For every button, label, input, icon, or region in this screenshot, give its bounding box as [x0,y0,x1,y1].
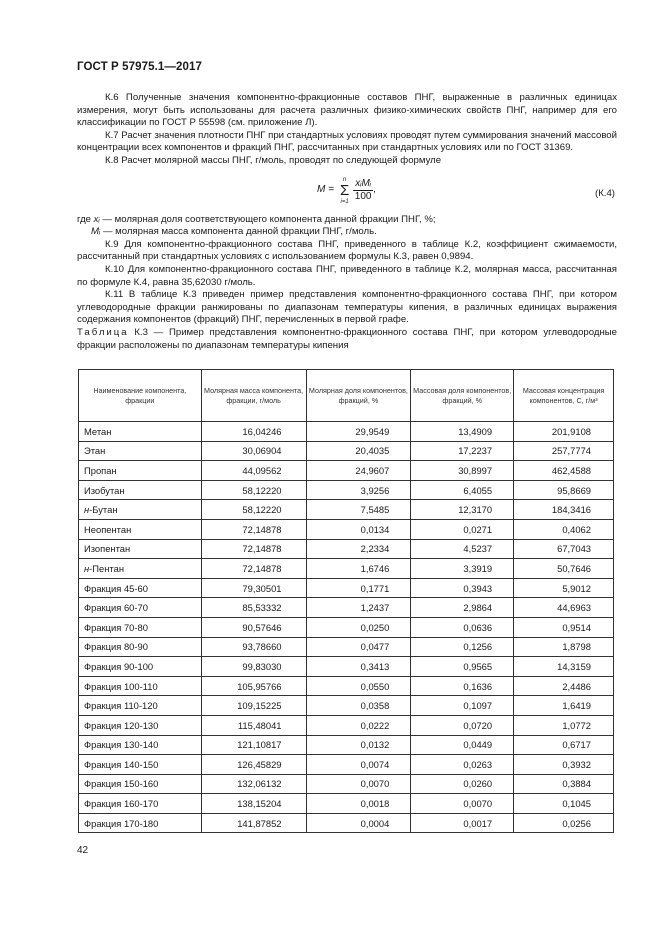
cell-mass-concentration: 0,3932 [514,755,614,775]
table-row [79,774,614,794]
formula-tail: , [373,184,376,196]
paragraph-k8: К.8 Расчет молярной массы ПНГ, г/моль, проводят по следующей формуле [105,154,442,166]
cell-mass-concentration: 462,4588 [514,461,614,481]
where-line-1 [77,214,617,227]
cell-mass-concentration: 1,8798 [514,637,614,657]
table-row [79,598,614,618]
cell-mass-fraction: 0,0271 [411,519,514,539]
standard-title: ГОСТ Р 57975.1—2017 [77,61,202,73]
cell-mass-fraction: 0,3943 [411,578,514,598]
table-row [79,539,614,559]
cell-mass-fraction: 0,0720 [411,715,514,735]
table-row [79,676,614,696]
cell-molar-mass: 85,53332 [201,598,306,618]
table-row [79,422,614,442]
cell-mass-fraction: 13,4909 [411,422,514,442]
cell-mass-fraction: 0,0070 [411,794,514,814]
where-prefix: где [77,213,94,225]
formula-k4 [77,174,617,210]
cell-molar-fraction: 0,0070 [306,774,411,794]
cell-molar-fraction: 3,9256 [306,480,411,500]
cell-mass-concentration: 5,9012 [514,578,614,598]
cell-mass-fraction: 0,0260 [411,774,514,794]
cell-molar-fraction: 0,0222 [306,715,411,735]
cell-molar-mass: 79,30501 [201,578,306,598]
composition-table [78,369,614,833]
cell-molar-mass: 58,12220 [201,500,306,520]
header-name: Наименование компонента, фракции [79,370,202,422]
cell-mass-concentration: 1,6419 [514,696,614,716]
table-row [79,519,614,539]
cell-name: Фракция 45-60 [79,578,202,598]
cell-mass-fraction: 0,1256 [411,637,514,657]
cell-mass-concentration: 44,6963 [514,598,614,618]
body-text [77,92,617,352]
cell-name: Фракция 160-170 [79,794,202,814]
cell-molar-fraction: 7,5485 [306,500,411,520]
cell-mass-fraction: 12,3170 [411,500,514,520]
cell-molar-mass: 72,14878 [201,539,306,559]
cell-mass-fraction: 0,0449 [411,735,514,755]
cell-molar-mass: 126,45829 [201,755,306,775]
cell-mass-concentration: 67,7043 [514,539,614,559]
cell-name: Фракция 130-140 [79,735,202,755]
cell-molar-mass: 105,95766 [201,676,306,696]
cell-mass-fraction: 30,8997 [411,461,514,481]
cell-molar-mass: 58,12220 [201,480,306,500]
cell-mass-concentration: 0,1045 [514,794,614,814]
cell-mass-concentration: 14,3159 [514,657,614,677]
table-row [79,813,614,833]
table-header-row [79,370,614,422]
header-molar-fraction: Молярная доля компонентов, фракций, % [306,370,411,422]
paragraph-k9: К.9 Для компонентно-фракционного состава ПНГ, приведенного в таблице К.2, коэффициент сжимаемости, рассчитанный при стандартных условиях с использованием формулы К.3, равен 0,9894. [77,238,617,263]
cell-name: н-Пентан [79,559,202,579]
cell-mass-concentration: 0,4062 [514,519,614,539]
paragraph-k10: К.10 Для компонентно-фракционного состава ПНГ, приведенного в таблице К.2, молярная масса, рассчитанная по формуле К.4, равна 35,62030 г/моль. [77,263,617,288]
where-var-m: Mᵢ [91,226,101,238]
cell-name: Фракция 100-110 [79,676,202,696]
cell-name: Изопентан [79,539,202,559]
fraction-denominator: 100 [354,191,372,203]
header-mass-fraction: Массовая доля компонентов, фракций, % [411,370,514,422]
table-row [79,794,614,814]
cell-molar-fraction: 1,6746 [306,559,411,579]
cell-molar-fraction: 0,3413 [306,657,411,677]
fraction-numerator: xᵢMᵢ [355,178,372,190]
table-row [79,559,614,579]
sum-upper-limit: n [342,176,347,183]
table-caption [77,327,617,352]
cell-molar-fraction: 0,0018 [306,794,411,814]
cell-molar-mass: 141,87852 [201,813,306,833]
cell-mass-fraction: 4,5237 [411,539,514,559]
table-row [79,735,614,755]
cell-molar-fraction: 0,0132 [306,735,411,755]
cell-molar-fraction: 0,0250 [306,617,411,637]
cell-molar-mass: 93,78660 [201,637,306,657]
sigma-symbol: Σ [339,181,350,199]
table-caption-text: К.3 — Пример представления компонентно-фракционного состава ПНГ, при котором углеводородные фракции расположены по диапазонам температуры кипения [77,326,617,351]
cell-molar-mass: 90,57646 [201,617,306,637]
cell-molar-mass: 30,06904 [201,441,306,461]
paragraph-k11: К.11 В таблице К.3 приведен пример представления компонентно-фракционного состава ПНГ, при котором углеводородные фракции ранжированы по диапазонам температуры кипения, в различных единицах выражения содержания компонентов (фракций) ПНГ, перечисленных в первой графе. [77,289,617,326]
formula-lhs: M = [317,184,334,196]
cell-molar-fraction: 0,1771 [306,578,411,598]
cell-molar-mass: 72,14878 [201,559,306,579]
cell-name: Фракция 120-130 [79,715,202,735]
cell-molar-mass: 99,83030 [201,657,306,677]
formula-expression [317,176,376,206]
cell-molar-fraction: 0,0074 [306,755,411,775]
cell-molar-fraction: 0,0358 [306,696,411,716]
cell-molar-mass: 138,15204 [201,794,306,814]
where-text-m: — молярная масса компонента данной фракции ПНГ, г/моль. [100,226,377,238]
cell-molar-mass: 121,10817 [201,735,306,755]
cell-name: Этан [79,441,202,461]
cell-mass-fraction: 0,0263 [411,755,514,775]
cell-mass-concentration: 2,4486 [514,676,614,696]
cell-mass-fraction: 0,1097 [411,696,514,716]
cell-molar-fraction: 29,9549 [306,422,411,442]
cell-name: н-Бутан [79,500,202,520]
cell-name: Фракция 70-80 [79,617,202,637]
cell-name: Фракция 170-180 [79,813,202,833]
paragraph-k6: К.6 Полученные значения компонентно-фракционные составов ПНГ, выраженные в различных единицах измерения, могут быть использованы для расчета различных физико-химических свойств ПНГ, например для его классификации по ГОСТ Р 55598 (см. приложение Л). [77,92,617,129]
table-row [79,637,614,657]
cell-molar-fraction: 0,0004 [306,813,411,833]
cell-mass-concentration: 0,3884 [514,774,614,794]
cell-mass-fraction: 2,9864 [411,598,514,618]
paragraph-k7: К.7 Расчет значения плотности ПНГ при стандартных условиях проводят путем суммирования значений массовой концентрации всех компонентов и фракций ПНГ, рассчитанных при стандартных условиях или по ГОСТ 31369. [77,129,617,154]
table-row [79,480,614,500]
cell-mass-concentration: 257,7774 [514,441,614,461]
cell-mass-concentration: 184,3416 [514,500,614,520]
cell-name: Фракция 60-70 [79,598,202,618]
cell-mass-concentration: 1,0772 [514,715,614,735]
cell-molar-fraction: 0,0477 [306,637,411,657]
cell-mass-concentration: 95,8669 [514,480,614,500]
table-row [79,755,614,775]
cell-name: Изобутан [79,480,202,500]
cell-mass-fraction: 0,1636 [411,676,514,696]
table-row [79,657,614,677]
cell-molar-mass: 72,14878 [201,519,306,539]
table-caption-label: Таблица [77,326,129,338]
cell-mass-concentration: 201,9108 [514,422,614,442]
cell-molar-mass: 109,15225 [201,696,306,716]
table-row [79,715,614,735]
cell-name: Фракция 110-120 [79,696,202,716]
cell-mass-fraction: 0,0017 [411,813,514,833]
page-number: 42 [77,845,89,856]
header-mass-concentration: Массовая концентрация компонентов, С, г/м³ [514,370,614,422]
cell-molar-fraction: 20,4035 [306,441,411,461]
cell-mass-concentration: 0,6717 [514,735,614,755]
sum-lower-limit: i=1 [340,198,349,205]
cell-molar-fraction: 24,9607 [306,461,411,481]
cell-name: Фракция 90-100 [79,657,202,677]
cell-name: Фракция 140-150 [79,755,202,775]
cell-mass-concentration: 50,7646 [514,559,614,579]
table-row [79,696,614,716]
sum-operator [340,176,349,206]
header-molar-mass: Молярная масса компонента, фракции, г/моль [201,370,306,422]
cell-molar-mass: 132,06132 [201,774,306,794]
table-row [79,461,614,481]
cell-molar-mass: 44,09562 [201,461,306,481]
formula-number: (К.4) [595,187,615,199]
where-line-2 [77,226,617,239]
formula-fraction [353,178,373,203]
table-row [79,500,614,520]
cell-molar-fraction: 0,0550 [306,676,411,696]
cell-mass-fraction: 0,0636 [411,617,514,637]
cell-name: Фракция 150-160 [79,774,202,794]
cell-mass-concentration: 0,0256 [514,813,614,833]
cell-molar-mass: 115,48041 [201,715,306,735]
where-var-x: xᵢ [93,213,100,225]
cell-mass-fraction: 6,4055 [411,480,514,500]
cell-molar-mass: 16,04246 [201,422,306,442]
cell-name: Метан [79,422,202,442]
table-row [79,441,614,461]
cell-molar-fraction: 1,2437 [306,598,411,618]
cell-mass-fraction: 0,9565 [411,657,514,677]
table-body [79,422,614,833]
cell-name: Фракция 80-90 [79,637,202,657]
cell-molar-fraction: 2,2334 [306,539,411,559]
table-row [79,617,614,637]
cell-name: Неопентан [79,519,202,539]
cell-mass-fraction: 17,2237 [411,441,514,461]
cell-molar-fraction: 0,0134 [306,519,411,539]
table-row [79,578,614,598]
where-text-x: — молярная доля соответствующего компонента данной фракции ПНГ, %; [99,213,436,225]
cell-mass-fraction: 3,3919 [411,559,514,579]
cell-mass-concentration: 0,9514 [514,617,614,637]
cell-name: Пропан [79,461,202,481]
